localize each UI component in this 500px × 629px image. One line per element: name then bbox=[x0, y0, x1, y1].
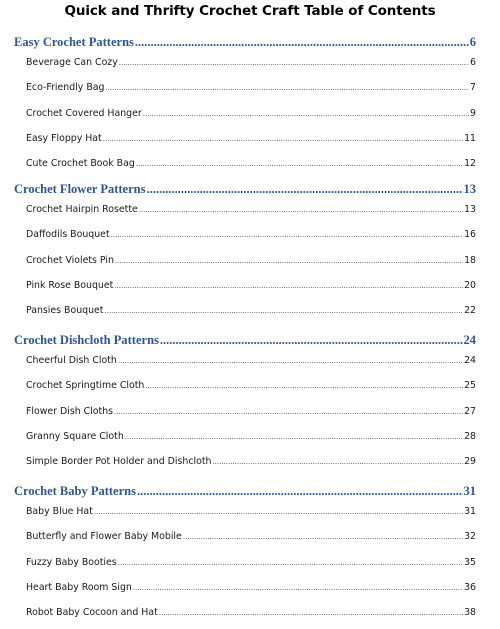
toc-entry[interactable] bbox=[26, 405, 476, 419]
toc-entry-title: Flower Dish Cloths bbox=[26, 406, 114, 417]
toc-entry-title: Butterfly and Flower Baby Mobile bbox=[26, 531, 182, 542]
toc-section-title: Crochet Dishcloth Patterns bbox=[14, 333, 159, 347]
toc-entry-page-number: 35 bbox=[464, 557, 476, 568]
toc-entry-title: Fuzzy Baby Booties bbox=[26, 557, 117, 568]
toc-entry-page-number: 36 bbox=[464, 582, 476, 593]
toc-entry-title: Easy Floppy Hat bbox=[26, 133, 102, 144]
toc-section-title: Crochet Flower Patterns bbox=[14, 182, 146, 196]
toc-entry-title: Pansies Bouquet bbox=[26, 305, 104, 316]
toc-entry-title: Cute Crochet Book Bag bbox=[26, 158, 135, 169]
toc-section-page-number: 31 bbox=[463, 484, 476, 498]
toc-entry-title: Heart Baby Room Sign bbox=[26, 582, 132, 593]
dot-leader bbox=[136, 157, 463, 171]
toc-section-heading[interactable] bbox=[14, 331, 476, 349]
dot-leader bbox=[115, 254, 463, 268]
toc-entry[interactable] bbox=[26, 132, 476, 146]
toc-section-page-number: 13 bbox=[463, 182, 476, 196]
toc-entry[interactable] bbox=[26, 581, 476, 595]
toc-section-title: Easy Crochet Patterns bbox=[14, 35, 134, 49]
toc-entry[interactable] bbox=[26, 81, 476, 95]
toc-entry[interactable] bbox=[26, 157, 476, 171]
toc-entry-page-number: 12 bbox=[464, 158, 476, 169]
toc-entry-page-number: 31 bbox=[464, 506, 476, 517]
dot-leader bbox=[118, 556, 463, 570]
dot-leader bbox=[183, 530, 463, 544]
toc-entry-title: Daffodils Bouquet bbox=[26, 229, 110, 240]
dot-leader bbox=[133, 581, 463, 595]
dot-leader bbox=[137, 482, 463, 500]
dot-leader bbox=[114, 279, 463, 293]
toc-section-heading[interactable] bbox=[14, 482, 476, 500]
toc-entry-page-number: 7 bbox=[470, 82, 476, 93]
toc-entry-title: Pink Rose Bouquet bbox=[26, 280, 114, 291]
toc-entry-title: Cheerful Dish Cloth bbox=[26, 355, 117, 366]
toc-entry-page-number: 20 bbox=[464, 280, 476, 291]
toc-entry-page-number: 22 bbox=[464, 305, 476, 316]
page-title: Quick and Thrifty Crochet Craft Table of Contents bbox=[64, 3, 436, 19]
toc-section-heading[interactable] bbox=[14, 33, 476, 51]
toc-entry[interactable] bbox=[26, 304, 476, 318]
toc-entry[interactable] bbox=[26, 556, 476, 570]
dot-leader bbox=[118, 354, 463, 368]
toc-entry-page-number: 18 bbox=[464, 255, 476, 266]
dot-leader bbox=[143, 107, 469, 121]
dot-leader bbox=[159, 606, 463, 620]
toc-entry[interactable] bbox=[26, 254, 476, 268]
toc-entry-title: Crochet Springtime Cloth bbox=[26, 380, 145, 391]
toc-entry-title: Baby Blue Hat bbox=[26, 506, 93, 517]
toc-section-page-number: 6 bbox=[469, 35, 476, 49]
toc-entry-page-number: 38 bbox=[464, 607, 476, 618]
toc-entry-title: Crochet Covered Hanger bbox=[26, 108, 142, 119]
toc-entry[interactable] bbox=[26, 455, 476, 469]
toc-entry-page-number: 6 bbox=[470, 57, 476, 68]
toc-section-page-number: 24 bbox=[463, 333, 476, 347]
toc-entry-page-number: 13 bbox=[464, 204, 476, 215]
toc-entry-page-number: 32 bbox=[464, 531, 476, 542]
dot-leader bbox=[114, 405, 463, 419]
toc-entry[interactable] bbox=[26, 279, 476, 293]
dot-leader bbox=[105, 81, 469, 95]
dot-leader bbox=[103, 132, 463, 146]
toc-entry-title: Crochet Violets Pin bbox=[26, 255, 114, 266]
toc-entry-page-number: 25 bbox=[464, 380, 476, 391]
toc-entry[interactable] bbox=[26, 606, 476, 620]
toc-entry-page-number: 24 bbox=[464, 355, 476, 366]
toc-entry-title: Eco-Friendly Bag bbox=[26, 82, 105, 93]
dot-leader bbox=[212, 455, 463, 469]
toc-entry[interactable] bbox=[26, 56, 476, 70]
toc-entry[interactable] bbox=[26, 203, 476, 217]
toc-entry-page-number: 29 bbox=[464, 456, 476, 467]
dot-leader bbox=[160, 331, 463, 349]
dot-leader bbox=[105, 304, 464, 318]
dot-leader bbox=[125, 430, 463, 444]
toc-entry[interactable] bbox=[26, 379, 476, 393]
toc-entry[interactable] bbox=[26, 107, 476, 121]
dot-leader bbox=[135, 33, 469, 51]
toc-entry-title: Granny Square Cloth bbox=[26, 431, 124, 442]
toc-entry-page-number: 16 bbox=[464, 229, 476, 240]
toc-entry[interactable] bbox=[26, 505, 476, 519]
dot-leader bbox=[94, 505, 463, 519]
toc-entry-title: Crochet Hairpin Rosette bbox=[26, 204, 138, 215]
toc-entry-page-number: 11 bbox=[464, 133, 476, 144]
toc-entry-title: Simple Border Pot Holder and Dishcloth bbox=[26, 456, 212, 467]
toc-entry-title: Robot Baby Cocoon and Hat bbox=[26, 607, 158, 618]
toc-section-heading[interactable] bbox=[14, 180, 476, 198]
toc-entry-title: Beverage Can Cozy bbox=[26, 57, 118, 68]
toc-entry[interactable] bbox=[26, 228, 476, 242]
toc-entry-page-number: 9 bbox=[470, 108, 476, 119]
toc-entry[interactable] bbox=[26, 530, 476, 544]
dot-leader bbox=[145, 379, 463, 393]
toc-entry-page-number: 27 bbox=[464, 406, 476, 417]
dot-leader bbox=[139, 203, 463, 217]
toc-entry-page-number: 28 bbox=[464, 431, 476, 442]
toc-entry[interactable] bbox=[26, 354, 476, 368]
dot-leader bbox=[119, 56, 469, 70]
toc-section-title: Crochet Baby Patterns bbox=[14, 484, 136, 498]
dot-leader bbox=[111, 228, 463, 242]
toc-entry[interactable] bbox=[26, 430, 476, 444]
dot-leader bbox=[146, 180, 462, 198]
